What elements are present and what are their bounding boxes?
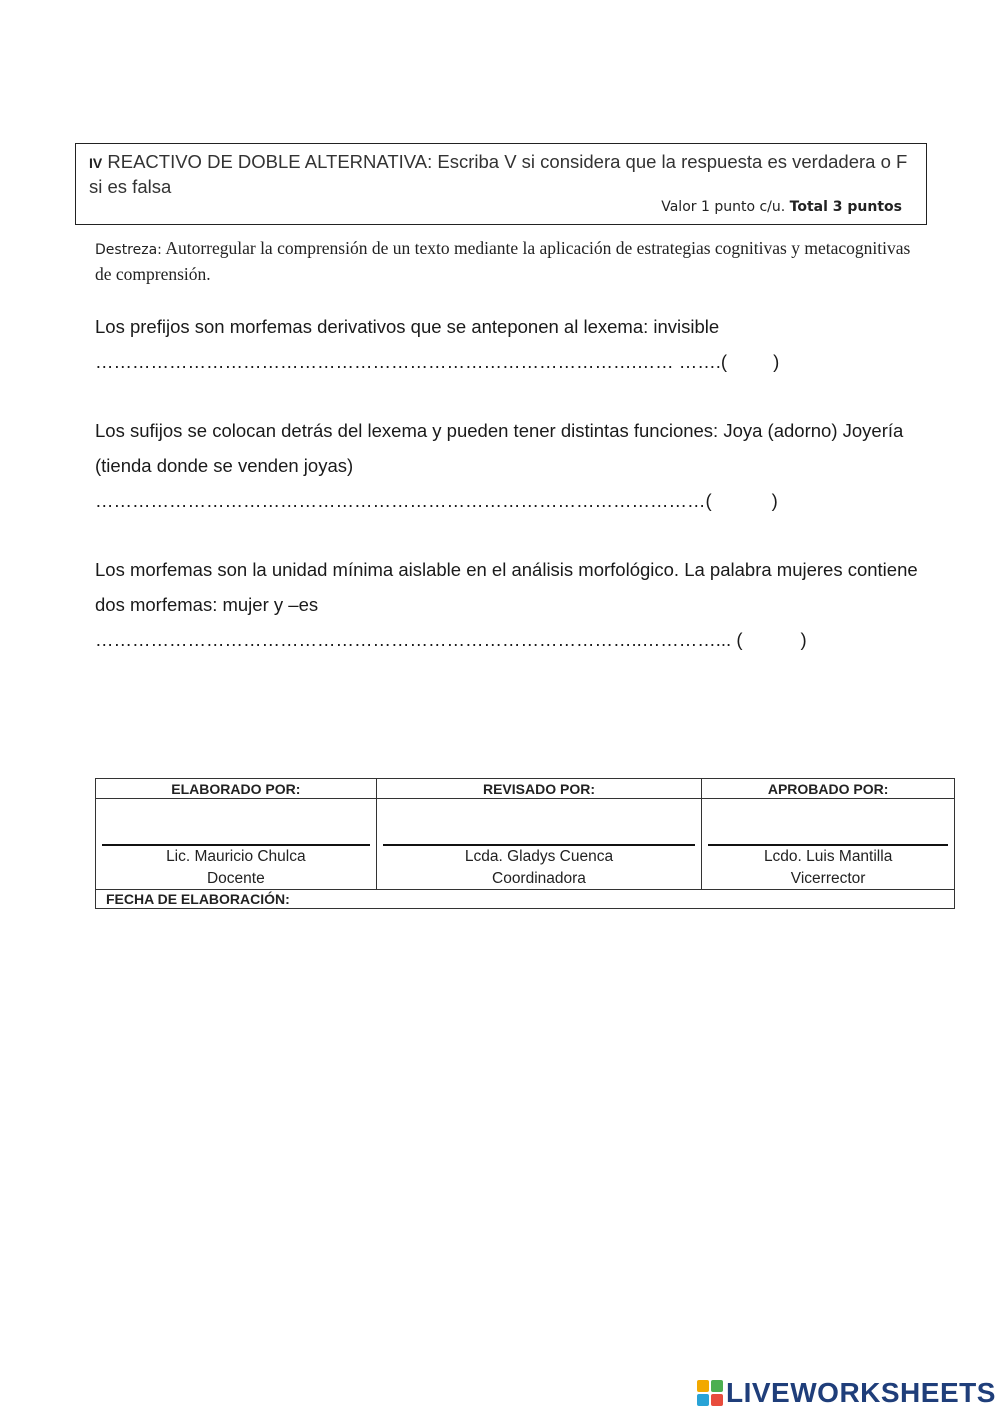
- question-2: [95, 413, 925, 518]
- skill-text: Autorregular la comprensión de un texto mediante la aplicación de estrategias cognitivas y metacognitivas de comprensión.: [95, 238, 911, 284]
- signature-table: [95, 778, 955, 909]
- signature-cell-prepared: [96, 799, 377, 890]
- section-title: [89, 150, 909, 199]
- question-1: [95, 309, 925, 379]
- score-value: [661, 199, 902, 215]
- signer: [702, 846, 954, 890]
- header-approved-by: APROBADO POR:: [702, 779, 955, 799]
- signer: [377, 846, 702, 890]
- skill-statement: [95, 236, 915, 286]
- answer-dots: …………………………………………………………………………….…… …….(: [95, 351, 728, 372]
- signer-name: Lic. Mauricio Chulca: [166, 848, 306, 865]
- signer-role: Vicerrector: [790, 870, 866, 887]
- answer-close: ): [800, 629, 807, 650]
- question-text: Los sufijos se colocan detrás del lexema y pueden tener distintas funciones: Joya (adorno) Joyería (tienda donde se venden joyas): [95, 420, 904, 476]
- section-header-box: [75, 143, 927, 225]
- signer-name: Lcda. Gladys Cuenca: [464, 848, 614, 865]
- signature-cell-reviewed: [376, 799, 702, 890]
- section-instruction: REACTIVO DE DOBLE ALTERNATIVA: Escriba V si considera que la respuesta es verdadera o F si es falsa: [89, 151, 908, 197]
- score-per-item: Valor 1 punto c/u.: [661, 199, 786, 215]
- liveworksheets-logo-icon: [697, 1380, 723, 1406]
- answer-line: [95, 344, 925, 379]
- section-number: IV: [89, 155, 103, 171]
- brand-logo[interactable]: [697, 1379, 996, 1407]
- score-total: Total 3 puntos: [789, 199, 902, 215]
- answer-close: ): [773, 351, 780, 372]
- signer-name: Lcdo. Luis Mantilla: [763, 848, 893, 865]
- date-label: FECHA DE ELABORACIÓN:: [96, 890, 955, 909]
- skill-label: Destreza:: [95, 242, 162, 258]
- question-text: Los prefijos son morfemas derivativos que se anteponen al lexema: invisible: [95, 316, 720, 337]
- signer-role: Docente: [206, 870, 265, 887]
- answer-close: ): [771, 490, 778, 511]
- question-3: [95, 552, 925, 657]
- brand-name: LIVEWORKSHEETS: [726, 1377, 996, 1408]
- question-text: Los morfemas son la unidad mínima aislable en el análisis morfológico. La palabra mujeres contiene dos morfemas: mujer y –es: [95, 559, 918, 615]
- signature-cell-approved: [702, 799, 955, 890]
- header-prepared-by: ELABORADO POR:: [96, 779, 377, 799]
- answer-dots: ………………………………………………………………………………………(: [95, 490, 712, 511]
- signer: [96, 846, 376, 890]
- answer-dots: ……………………………………………………………………………..…………... (: [95, 629, 743, 650]
- answer-line: [95, 483, 925, 518]
- signer-role: Coordinadora: [492, 870, 586, 887]
- header-reviewed-by: REVISADO POR:: [376, 779, 702, 799]
- answer-line: [95, 622, 925, 657]
